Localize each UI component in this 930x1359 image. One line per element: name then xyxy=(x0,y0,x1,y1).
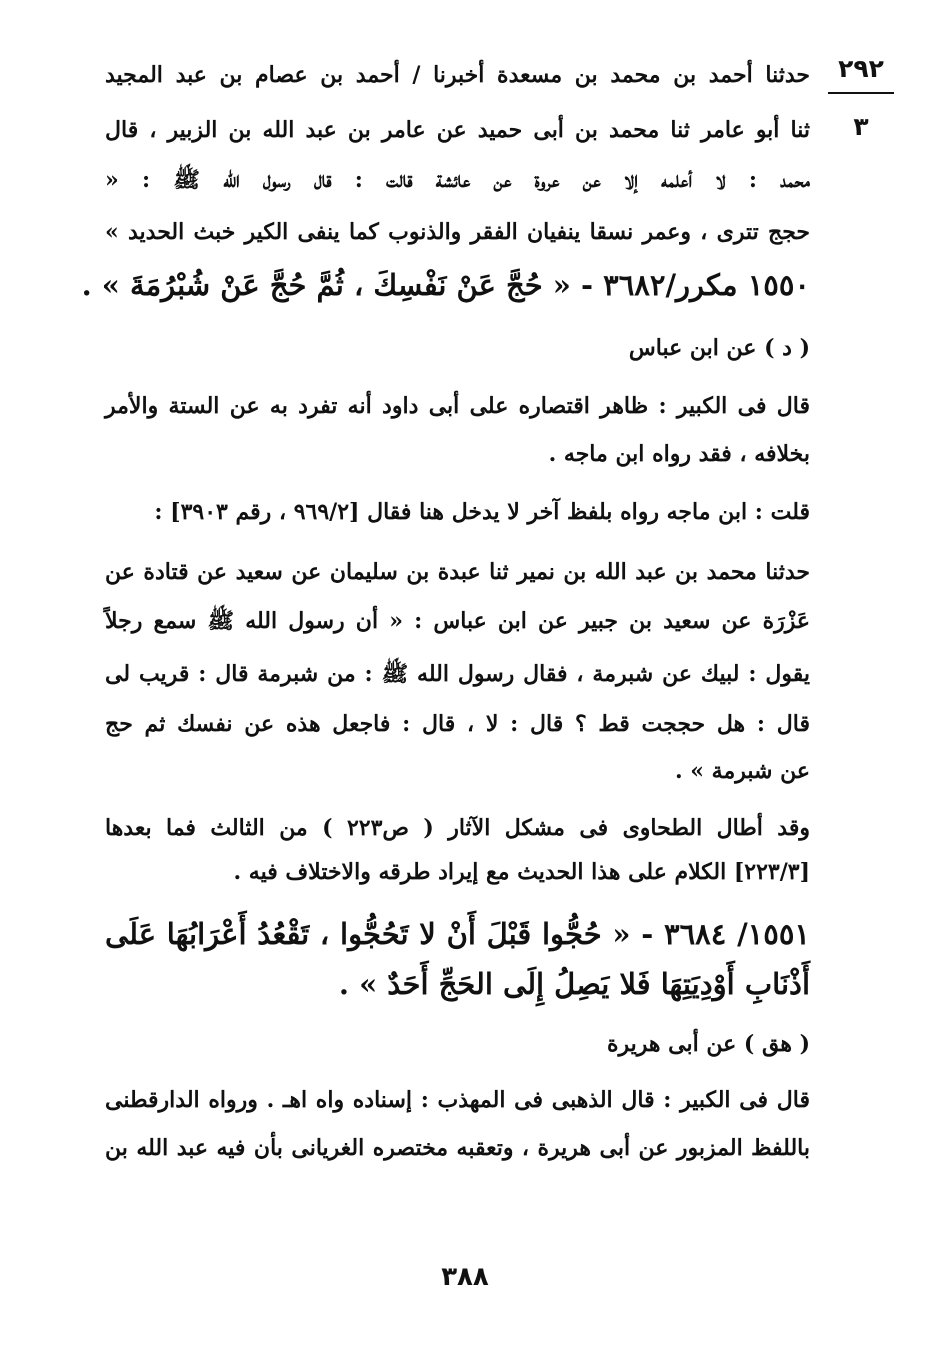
margin-sub-number: ٣ xyxy=(853,112,869,141)
margin-hadith-number: ٢٩٢ xyxy=(838,54,884,83)
text-line: وقد أطال الطحاوى فى مشكل الآثار ( ص٢٢٣ ) من الثالث فما بعدها xyxy=(105,815,810,841)
source-attribution: ( د ) عن ابن عباس xyxy=(628,335,810,361)
text-line: حدثنا محمد بن عبد الله بن نمير ثنا عبدة بن سليمان عن سعيد عن قتادة عن xyxy=(105,559,810,585)
text-line: قال : هل حججت قط ؟ قال : لا ، قال : فاجعل هذه عن نفسك ثم حج xyxy=(105,711,810,737)
margin-divider xyxy=(828,92,894,94)
text-line: بخلافه ، فقد رواه ابن ماجه . xyxy=(548,441,810,467)
hadith-heading: ١٥٥١/ ٣٦٨٤ - « حُجُّوا قَبْلَ أَنْ لا تَحُجُّوا ، تَقْعُدُ أَعْرَابُهَا عَلَى xyxy=(105,917,810,951)
hadith-heading-continued: أَذْنَابِ أَوْدِيَتِهَا فَلا يَصِلُ إِلَى الحَجِّ أَحَدٌ » . xyxy=(338,967,810,1001)
text-line: حدثنا أحمد بن محمد بن مسعدة أخبرنا / أحمد بن عصام بن عبد المجيد xyxy=(105,62,810,88)
text-line: [٢٢٣/٣] الكلام على هذا الحديث مع إيراد طرقه والاختلاف فيه . xyxy=(233,859,810,885)
text-line: محمد : لا أعلمه إلا عن عروة عن عائشة قالت : قال رسول الله ﷺ : « xyxy=(105,167,810,193)
hadith-heading: ١٥٥٠ مكرر/٣٦٨٢ - « حُجَّ عَنْ نَفْسِكَ ، ثُمَّ حُجَّ عَنْ شُبْرُمَةَ » . xyxy=(81,268,810,302)
text-line: عن شبرمة » . xyxy=(674,758,810,784)
text-line: حجج تترى ، وعمر نسقا ينفيان الفقر والذنوب كما ينفى الكير خبث الحديد » xyxy=(105,219,810,245)
source-attribution: ( هق ) عن أبى هريرة xyxy=(606,1031,810,1057)
page-number: ٣٨٨ xyxy=(441,1262,489,1292)
text-line: باللفظ المزبور عن أبى هريرة ، وتعقبه مختصره الغريانى بأن فيه عبد الله بن xyxy=(105,1135,810,1161)
text-line: قال فى الكبير : قال الذهبى فى المهذب : إسناده واه اهـ . ورواه الدارقطنى xyxy=(105,1087,810,1113)
text-line: قال فى الكبير : ظاهر اقتصاره على أبى داود أنه تفرد به عن الستة والأمر xyxy=(105,393,810,419)
text-line: عَزْرَة عن سعيد بن جبير عن ابن عباس : « أن رسول الله ﷺ سمع رجلاً xyxy=(105,608,810,634)
text-line: قلت : ابن ماجه رواه بلفظ آخر لا يدخل هنا فقال [٩٦٩/٢ ، رقم ٣٩٠٣] : xyxy=(154,499,810,525)
text-line: ثنا أبو عامر ثنا محمد بن أبى حميد عن عامر بن عبد الله بن الزبير ، قال xyxy=(105,117,810,143)
text-line: يقول : لبيك عن شبرمة ، فقال رسول الله ﷺ : من شبرمة قال : قريب لى xyxy=(105,661,810,687)
